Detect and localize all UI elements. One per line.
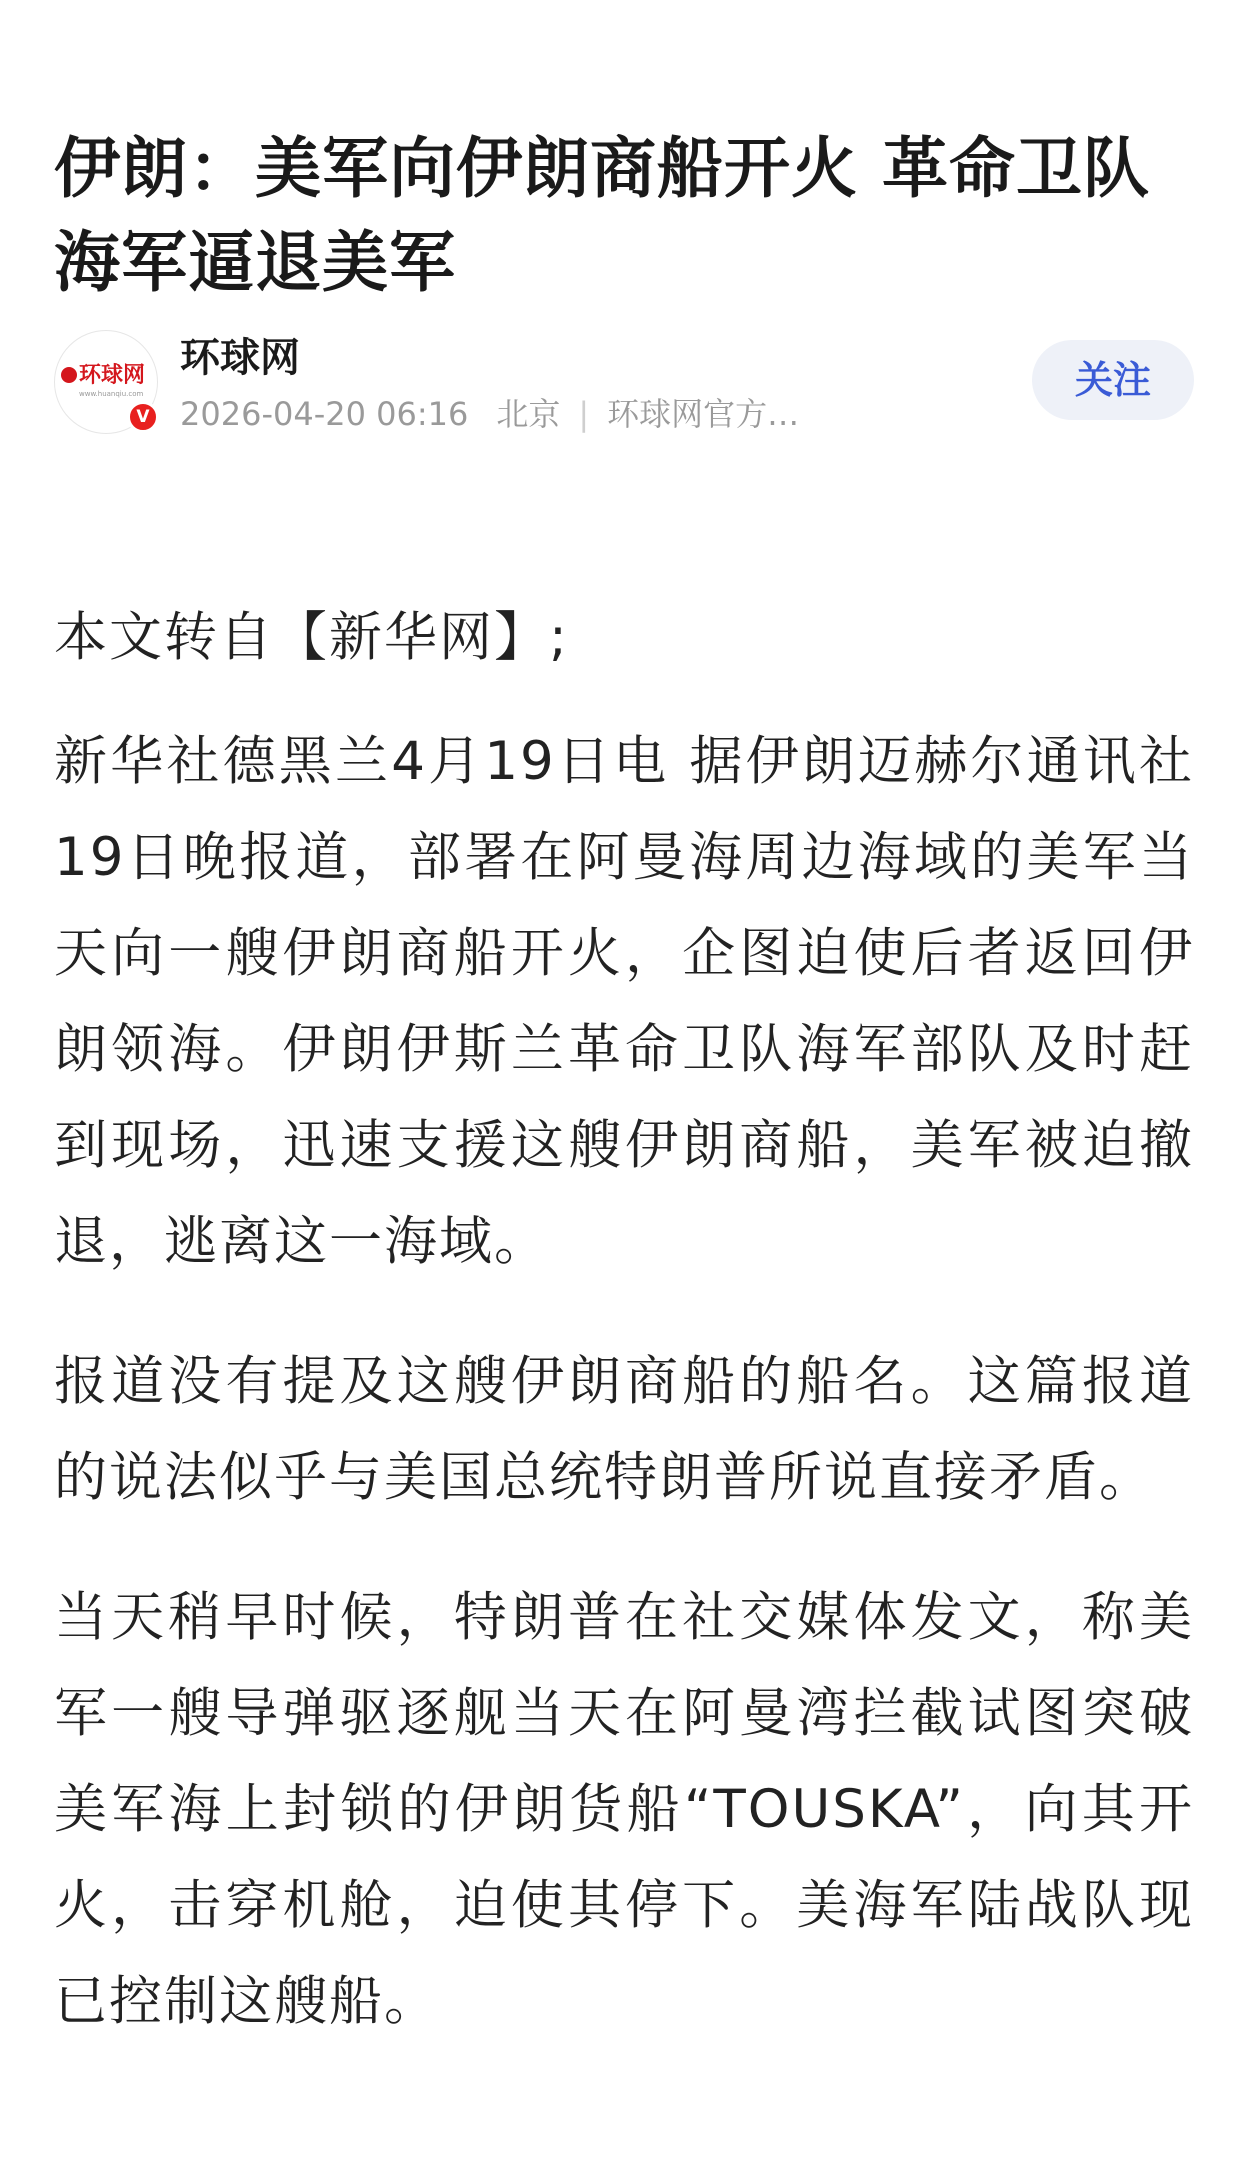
logo-text: 环球网: [79, 363, 146, 388]
meta-separator: |: [578, 395, 590, 433]
publish-date: 2026-04-20 06:16: [180, 395, 469, 433]
body-paragraph: 当天稍早时候，特朗普在社交媒体发文，称美军一艘导弹驱逐舰当天在阿曼湾拦截试图突破美军海上封锁的伊朗货船“TOUSKA”，向其开火，击穿机舱，迫使其停下。美海军陆战队现已控制这艘船。: [54, 1587, 1194, 2032]
author-bar: [54, 330, 1194, 440]
author-name[interactable]: 环球网: [180, 335, 300, 381]
article-body: [54, 590, 1194, 2094]
logo-subtext: www.huanqiu.com: [79, 390, 144, 398]
publish-location: 北京: [496, 395, 561, 433]
source-note: 本文转自【新华网】;: [54, 607, 569, 668]
follow-button[interactable]: 关注: [1032, 340, 1194, 420]
body-paragraph: 新华社德黑兰4月19日电 据伊朗迈赫尔通讯社19日晚报道，部署在阿曼海周边海域的美军当天向一艘伊朗商船开火，企图迫使后者返回伊朗领海。伊朗伊斯兰革命卫队海军部队及时赶到现场，迅速支援这艘伊朗商船，美军被迫撤退，逃离这一海域。: [54, 731, 1194, 1272]
huanqiu-logo: [61, 361, 151, 401]
verified-icon: V: [127, 401, 159, 433]
account-type: 环球网官方…: [607, 395, 800, 433]
author-meta: [180, 392, 799, 436]
logo-mark-icon: [61, 367, 77, 383]
article-title: 伊朗：美军向伊朗商船开火 革命卫队海军逼退美军: [54, 130, 1150, 302]
body-paragraph: 报道没有提及这艘伊朗商船的船名。这篇报道的说法似乎与美国总统特朗普所说直接矛盾。: [54, 1351, 1194, 1508]
author-avatar[interactable]: [54, 330, 158, 434]
